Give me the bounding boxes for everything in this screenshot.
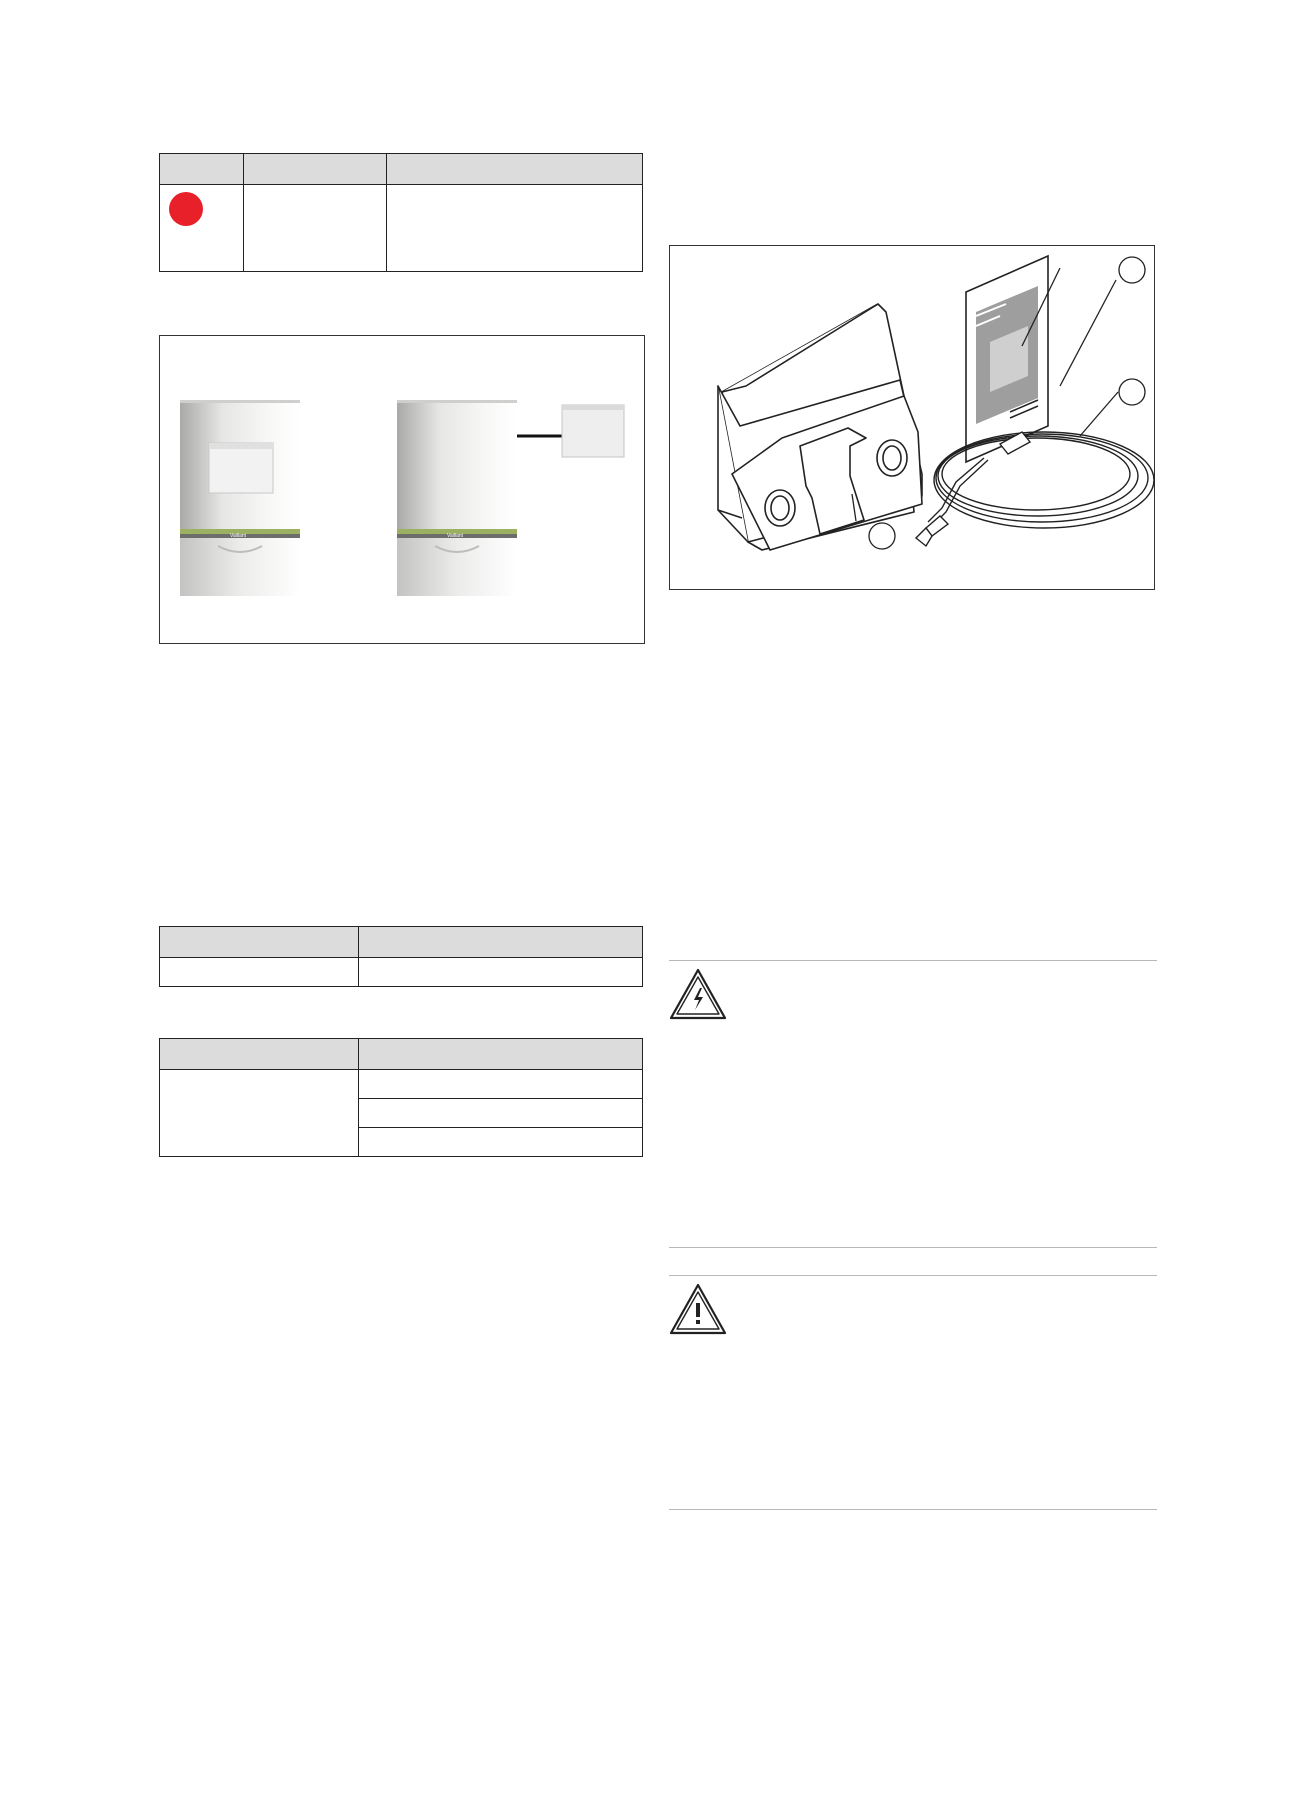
table-row (160, 185, 643, 272)
callout-leader (1060, 280, 1116, 386)
table-row (160, 1070, 643, 1099)
led-status-table (159, 153, 643, 272)
wall-bracket-illustration (718, 304, 922, 550)
instruction-sheet-illustration (966, 256, 1048, 462)
callout-3 (869, 523, 895, 549)
general-warning-icon (669, 1283, 727, 1340)
notice-top-rule (669, 1275, 1157, 1276)
table-cell (359, 958, 643, 987)
boiler-with-external-control-illustration (397, 400, 624, 596)
boiler-variants-figure (159, 335, 645, 644)
accessory-kit-figure (669, 245, 1155, 590)
external-control-unit-icon (562, 405, 624, 457)
table-row (160, 958, 643, 987)
boiler-with-integrated-control-illustration (180, 400, 300, 596)
network-cable-illustration (916, 432, 1154, 546)
table-header-cell (387, 154, 643, 185)
merged-table-cell (160, 1070, 359, 1157)
brand-mark: Vaillant (230, 533, 247, 539)
table-cell (359, 1099, 643, 1128)
table-header-cell (160, 927, 359, 958)
table-header-cell (359, 927, 643, 958)
table-header-row (160, 154, 643, 185)
table-header-cell (244, 154, 387, 185)
table-cell (244, 185, 387, 272)
table-cell (160, 958, 359, 987)
data-table-b (159, 1038, 643, 1157)
callout-1 (1119, 257, 1145, 283)
notice-bottom-rule (669, 1509, 1157, 1510)
table-cell (359, 1070, 643, 1099)
table-cell (387, 185, 643, 272)
data-table-a (159, 926, 643, 987)
table-header-cell (160, 154, 244, 185)
callout-2 (1119, 379, 1145, 405)
table-header-cell (160, 1039, 359, 1070)
callout-leader (1080, 392, 1118, 436)
red-led-icon (169, 192, 203, 226)
notice-bottom-rule (669, 1247, 1157, 1248)
brand-mark: Vaillant (447, 533, 464, 539)
table-header-row (160, 1039, 643, 1070)
notice-top-rule (669, 960, 1157, 961)
led-cell (160, 185, 244, 272)
electric-shock-warning-icon (669, 968, 727, 1025)
table-cell (359, 1128, 643, 1157)
table-header-cell (359, 1039, 643, 1070)
table-header-row (160, 927, 643, 958)
